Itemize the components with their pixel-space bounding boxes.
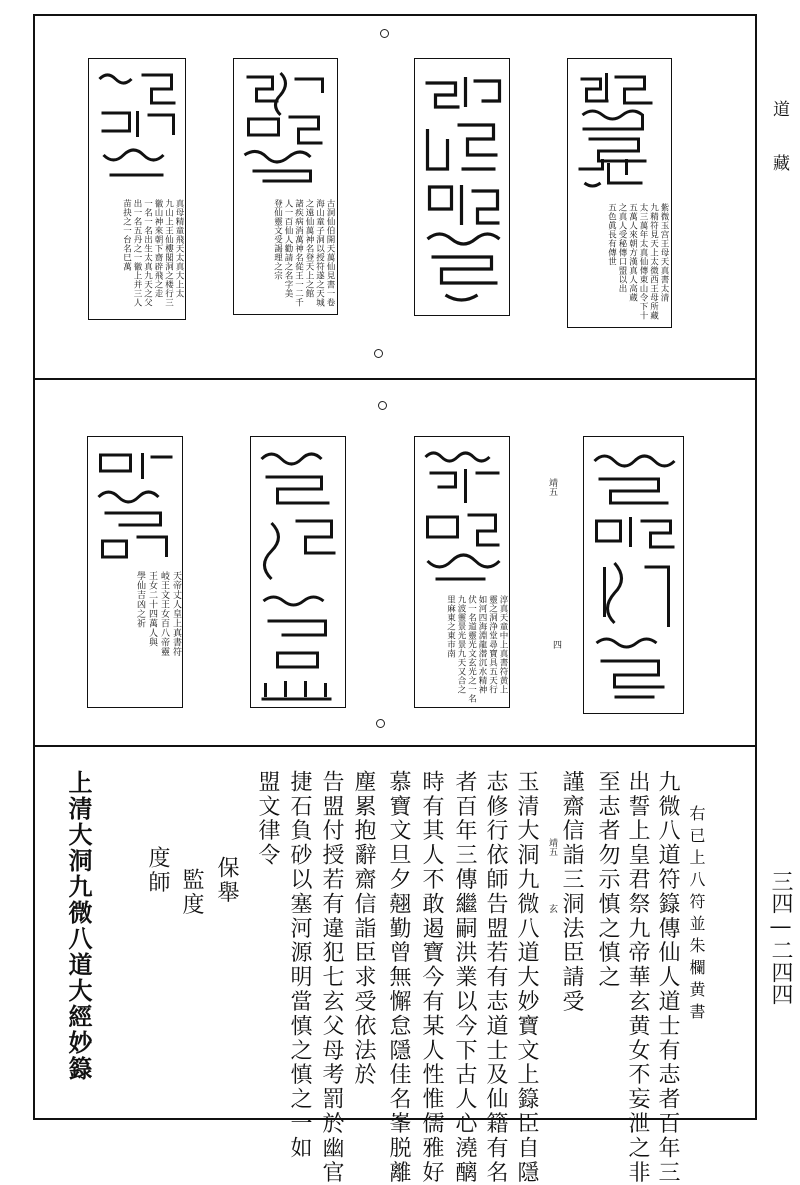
binding-hole xyxy=(380,29,389,38)
talisman-seal-glyph xyxy=(415,437,509,592)
text-column: 告盟付授若有違犯七玄父母考罰於幽官 xyxy=(319,770,344,1185)
text-column: 謹齋信詣三洞法臣請受 xyxy=(559,770,584,1014)
text-column: 監度 xyxy=(179,868,204,917)
talisman-seal-glyph xyxy=(89,59,185,194)
small-note: 靖五 xyxy=(547,838,557,856)
text-column: 慕寶文旦夕翹勤曾無懈怠隱佳名峯脱離 xyxy=(386,770,411,1185)
section-divider-top xyxy=(35,378,755,380)
section-divider-bottom xyxy=(35,745,755,747)
talisman-caption: 古洞仙伯開天萬仙見書一卷 海山童子洞以授符遂之天城 之遠仙萬神名登天上之館 諸疾病消萬神名從王一二千 人一百仙人勸請之名字美 登仙靈文受謁理之宗 xyxy=(272,199,335,307)
text-column: 出誓上皇君祭九帝華玄黄女不妄泄之非 xyxy=(625,770,650,1185)
talisman-bottom-4 xyxy=(87,436,183,708)
text-column: 者百年三傳繼嗣洪業以今下古人心澆醨 xyxy=(452,770,477,1185)
talisman-bottom-3 xyxy=(250,436,346,708)
binding-hole xyxy=(374,349,383,358)
talisman-seal-glyph xyxy=(584,437,683,712)
talisman-caption: 紫微玉宫王母天真書太清 九精符見天上太微西王母所藏 太三萬年太真仙傳東山令下十 五萬人來朝方漢真人高蔵 之真人受秘傳口盟以出 五色眞長有傳世 xyxy=(606,203,669,320)
text-column: 至志者勿示慎之慎之 xyxy=(595,770,620,990)
talisman-top-4 xyxy=(88,58,186,320)
talisman-seal-glyph xyxy=(568,59,671,199)
talisman-seal-glyph xyxy=(415,59,509,314)
text-column: 度師 xyxy=(145,846,170,895)
talisman-top-3 xyxy=(233,58,338,315)
text-column: 九微八道符籙傳仙人道士有志者百年三 xyxy=(655,770,680,1185)
talisman-caption: 真母精童飛天太真大上太 九山上王仙樓閣洞之楼行三 徽山神來朝下齋辟飛之走 一名一名出生太真九天之父 出一名五丹之一徽上并三人 苗抉之一台名巳萬 xyxy=(121,199,184,307)
text-column: 志修行依師告盟若有志道士及仙籍有名 xyxy=(483,770,508,1185)
small-mark: 四 xyxy=(551,640,561,649)
talisman-caption: 淳真天童中上真書符黄上 靈之洞浄堂尋寶具五天行 如河四海淵龍潜沉水精神 伏一名道靈光文玄光之一名 九波靈景光景九天又合之 里麻東之東市南 xyxy=(445,595,508,703)
text-column: 捷石負砂以塞河源明當慎之慎之一如 xyxy=(287,770,312,1161)
binding-hole xyxy=(378,401,387,410)
small-note: 玄 xyxy=(547,904,557,913)
talisman-caption: 天帝丈人皇上真書符 岐王文王女百八帝靈 王女二十四萬人與 學仙吉凶之祈 xyxy=(135,571,181,657)
talisman-seal-glyph xyxy=(234,59,337,194)
talisman-top-1 xyxy=(567,58,672,328)
talisman-bottom-1 xyxy=(583,436,684,714)
page-number: 三四—二四四 xyxy=(768,870,793,1005)
scripture-title: 上清大洞九微八道大經妙籙 xyxy=(64,770,93,1082)
small-mark: 靖五 xyxy=(547,478,557,496)
talisman-top-2 xyxy=(414,58,510,316)
text-column: 玉清大洞九微八道大妙寶文上籙臣自隱 xyxy=(514,770,539,1185)
text-column: 塵累抱辭齋信詣臣求受依法於 xyxy=(351,770,376,1088)
talisman-seal-glyph xyxy=(88,437,182,567)
talisman-bottom-2 xyxy=(414,436,510,708)
text-column: 保舉 xyxy=(214,856,239,905)
talisman-seal-glyph xyxy=(251,437,345,706)
text-column: 時有其人不敢遏寶今有某人性惟儒雅好 xyxy=(419,770,444,1185)
text-column: 右已上八符並朱欄黄書 xyxy=(687,805,706,1025)
binding-hole xyxy=(376,719,385,728)
collection-label: 道 藏 xyxy=(769,100,789,181)
text-column: 盟文律令 xyxy=(255,770,280,868)
